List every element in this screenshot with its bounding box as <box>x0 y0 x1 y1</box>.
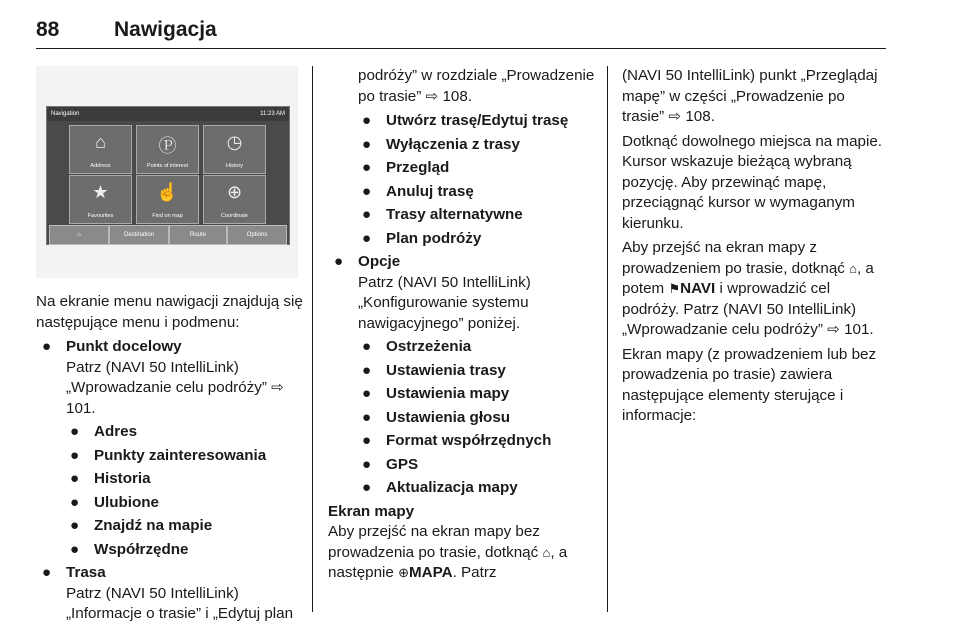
tile-find-on-map: ☝ Find on map <box>136 175 199 224</box>
column-divider-1 <box>312 66 313 612</box>
tile-favourites: ★ Favourites <box>69 175 132 224</box>
list-item: ● Znajdź na mapie <box>70 517 213 534</box>
globe-icon: ⊕ <box>398 565 410 580</box>
map-text: Aby przejść na ekran mapy bez prowadzenia po trasie, dotknąć ⌂, a następnie ⊕MAPA. Patrz <box>328 523 568 581</box>
list-item: ● Aktualizacja mapy <box>362 479 518 496</box>
paragraph: Ekran mapy (z prowadzeniem lub bez prowadzenia po trasie) zawiera następujące elementy sterujące i informacje: <box>622 345 877 424</box>
home-icon: ⌂ <box>95 132 106 152</box>
list-item: ● Wyłączenia z trasy <box>362 135 520 153</box>
btn-destination: Destination <box>109 225 169 245</box>
list-item: ● Adres <box>70 423 138 440</box>
list-item: ● Trasa Patrz (NAVI 50 IntelliLink) „Informacje o trasie” i „Edytuj plan <box>42 564 294 622</box>
navigation-screen-image <box>36 66 298 278</box>
list-item: ● Punkty zainteresowania <box>70 446 267 464</box>
globe-icon: ⊕ <box>226 182 243 202</box>
continued-text: podróży” w rozdziale „Prowadzenie po trasie” ⇨ 108. <box>358 67 595 105</box>
clock-icon: ◷ <box>226 132 243 152</box>
list-item: ● Przegląd <box>362 159 450 176</box>
list-item: ● Anuluj trasę <box>362 182 474 200</box>
page-header <box>36 18 886 48</box>
tile-history: ◷ History <box>203 125 266 174</box>
tile-coordinate: ⊕ Coordinate <box>203 175 266 224</box>
column-1 <box>36 292 304 628</box>
list-item: ● Plan podróży <box>362 229 482 247</box>
list-item: ● Ostrzeżenia <box>362 338 472 355</box>
page-number: 88 <box>36 18 60 41</box>
column-3 <box>622 66 888 431</box>
column-divider-2 <box>607 66 608 612</box>
list-item: ● Utwórz trasę/Edytuj trasę <box>362 112 569 129</box>
nav-screen-titlebar <box>47 107 289 121</box>
poi-icon: Ⓟ <box>158 136 177 156</box>
paragraph: (NAVI 50 IntelliLink) punkt „Przeglądaj mapę” w części „Prowadzenie po trasie” ⇨ 108. <box>622 67 878 125</box>
hand-icon: ☝ <box>156 182 179 202</box>
list-item: ● Format współrzędnych <box>362 432 552 449</box>
list-item: ● Ustawienia mapy <box>362 385 510 402</box>
home-icon: ⌂ <box>77 232 81 238</box>
btn-route: Route <box>169 225 227 245</box>
list-item: ● Ustawienia głosu <box>362 408 511 426</box>
list-item: ● Ulubione <box>70 493 159 511</box>
section-heading: Ekran mapy <box>328 502 415 520</box>
intro-text: Na ekranie menu nawigacji znajdują się następujące menu i podmenu: <box>36 293 303 331</box>
list-item: ● Trasy alternatywne <box>362 206 523 223</box>
list-item: ● Punkt docelowy Patrz (NAVI 50 IntelliLink) „Wprowadzanie celu podróży” ⇨ 101. <box>42 338 284 417</box>
tile-address: ⌂ Address <box>69 125 132 174</box>
btn-options: Options <box>227 225 287 245</box>
home-icon: ⌂ <box>849 260 857 276</box>
paragraph: Aby przejść na ekran mapy z prowadzeniem po trasie, dotknąć ⌂, a potem ⚑NAVI i wprowadzić cel podróży. Patrz (NAVI 50 IntelliLink) „Wprowadzanie celu podróży” ⇨ 101. <box>622 239 874 338</box>
flag-icon: ⚑ <box>668 281 681 296</box>
list-item: ● GPS <box>362 455 419 473</box>
column-2 <box>328 66 596 584</box>
tile-poi: Ⓟ Points of interest <box>136 125 199 174</box>
page-title: Nawigacja <box>114 18 217 41</box>
list-item: ● Współrzędne <box>70 540 189 558</box>
paragraph: Dotknąć dowolnego miejsca na mapie. Kursor wskazuje bieżącą wybraną pozycję. Aby przewinąć mapę, przeciągnąć kursor w wymaganym kierunku. <box>622 132 883 232</box>
list-item: ● Historia <box>70 470 151 487</box>
header-rule <box>36 48 886 49</box>
star-icon: ★ <box>92 182 109 202</box>
list-item: ● Ustawienia trasy <box>362 361 506 379</box>
btn-home <box>49 225 109 245</box>
nav-screen-time: 11:23 AM <box>260 111 285 117</box>
nav-screen <box>46 106 290 245</box>
home-icon: ⌂ <box>542 544 551 560</box>
nav-screen-title: Navigation <box>51 111 80 117</box>
list-item: ● Opcje Patrz (NAVI 50 IntelliLink) „Konfigurowanie systemu nawigacyjnego” poniżej. <box>334 253 531 332</box>
